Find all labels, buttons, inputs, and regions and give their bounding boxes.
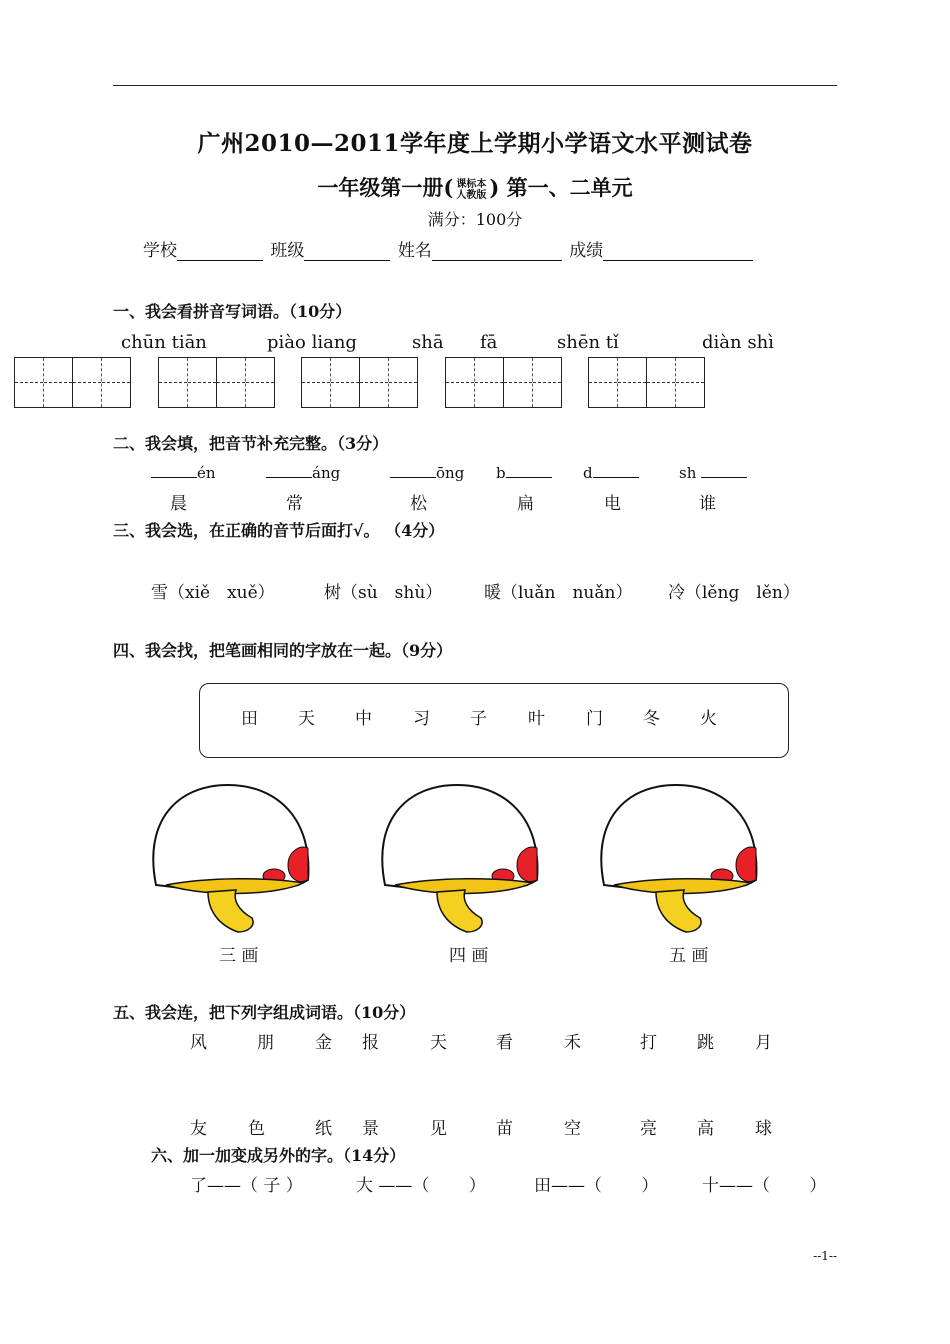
box-char: 田 <box>241 709 258 729</box>
match-bottom-word[interactable]: 友 <box>190 1119 207 1139</box>
pinyin-6: diàn shì <box>702 332 774 353</box>
match-top-word[interactable]: 朋 <box>257 1033 274 1053</box>
syllable-blank[interactable] <box>506 463 552 478</box>
q5-title: 五、我会连，把下列字组成词语。（10分） <box>113 1003 416 1022</box>
syllable-5 <box>583 463 639 482</box>
syllable-blank[interactable] <box>151 463 197 478</box>
mushroom-label-3: 五 画 <box>669 946 709 966</box>
syllable-3 <box>390 463 464 482</box>
match-top-word[interactable]: 天 <box>430 1033 447 1053</box>
match-top-word[interactable]: 报 <box>362 1033 379 1053</box>
mushroom-label-1: 三 画 <box>219 946 259 966</box>
char-1: 晨 <box>170 494 187 514</box>
q6-title: 六、加一加变成另外的字。（14分） <box>151 1146 406 1165</box>
match-bottom-word[interactable]: 苗 <box>496 1119 513 1139</box>
syllable-final: áng <box>312 464 341 482</box>
box-char: 习 <box>413 709 430 729</box>
match-bottom-word[interactable]: 色 <box>248 1119 265 1139</box>
page-subtitle <box>0 172 950 202</box>
syllable-2 <box>266 463 340 482</box>
mushroom-four-strokes <box>377 780 547 940</box>
syllable-blank[interactable] <box>593 463 639 478</box>
syllable-1 <box>151 463 216 482</box>
school-label: 学校 <box>143 241 177 261</box>
syllable-initial: sh <box>679 464 702 482</box>
page-title: 广州2010—2011学年度上学期小学语文水平测试卷 <box>197 130 753 157</box>
syllable-initial: d <box>583 464 593 482</box>
full-score: 满分：100分 <box>427 210 523 229</box>
pinyin-5: shēn tǐ <box>557 332 619 353</box>
pinyin-3: shā <box>412 332 444 353</box>
box-char: 火 <box>700 709 717 729</box>
syllable-final: én <box>197 464 216 482</box>
char-2: 常 <box>286 494 303 514</box>
match-top-word[interactable]: 看 <box>496 1033 513 1053</box>
writing-grid-4[interactable] <box>445 357 562 408</box>
name-field[interactable] <box>432 242 562 261</box>
grade-field[interactable] <box>603 242 753 261</box>
q4-title: 四、我会找，把笔画相同的字放在一起。（9分） <box>113 641 453 660</box>
mushroom-label-2: 四 画 <box>449 946 489 966</box>
char-6: 谁 <box>699 494 716 514</box>
mushroom-five-strokes <box>596 780 766 940</box>
syllable-blank[interactable] <box>266 463 312 478</box>
match-top-word[interactable]: 月 <box>755 1033 772 1053</box>
edition-note-top: 课标本 <box>456 178 487 190</box>
edition-note <box>456 179 486 201</box>
box-char: 子 <box>470 709 487 729</box>
top-rule <box>113 85 837 86</box>
student-info <box>143 236 755 261</box>
match-top-word[interactable]: 金 <box>315 1033 332 1053</box>
edition-note-bottom: 人教版 <box>456 189 487 201</box>
choice-4[interactable]: 冷（lěng lěn） <box>668 583 800 603</box>
writing-grid-2[interactable] <box>158 357 275 408</box>
choice-1[interactable]: 雪（xiě xuě） <box>151 583 275 603</box>
match-top-word[interactable]: 跳 <box>697 1033 714 1053</box>
match-bottom-word[interactable]: 亮 <box>640 1119 657 1139</box>
match-top-word[interactable]: 打 <box>640 1033 657 1053</box>
char-3: 松 <box>410 494 427 514</box>
q3-title: 三、我会选，在正确的音节后面打√。 （4分） <box>113 521 445 540</box>
class-label: 班级 <box>270 241 305 261</box>
box-char: 天 <box>298 709 315 729</box>
box-char: 叶 <box>528 709 545 729</box>
q1-title: 一、我会看拼音写词语。（10分） <box>113 302 352 321</box>
subtitle-right: ) 第一、二单元 <box>489 175 633 200</box>
syllable-blank[interactable] <box>701 463 747 478</box>
match-top-word[interactable]: 风 <box>190 1033 207 1053</box>
pinyin-1: chūn tiān <box>121 332 207 353</box>
pinyin-2: piào liang <box>267 332 357 353</box>
add-item-3[interactable]: 田——（ ） <box>534 1176 659 1196</box>
grade-label: 成绩 <box>569 241 604 261</box>
match-bottom-word[interactable]: 空 <box>564 1119 581 1139</box>
add-item-1[interactable]: 了——（ 子 ） <box>190 1176 303 1196</box>
box-char: 门 <box>586 709 603 729</box>
add-item-4[interactable]: 十——（ ） <box>702 1176 827 1196</box>
writing-grid-1[interactable] <box>14 357 131 408</box>
add-item-2[interactable]: 大 ——（ ） <box>356 1176 486 1196</box>
page-number: --1-- <box>813 1249 837 1263</box>
writing-grid-5[interactable] <box>588 357 705 408</box>
choice-3[interactable]: 暖（luǎn nuǎn） <box>484 583 633 603</box>
character-box <box>199 683 789 758</box>
match-top-word[interactable]: 禾 <box>564 1033 581 1053</box>
match-bottom-word[interactable]: 见 <box>430 1119 447 1139</box>
syllable-blank[interactable] <box>390 463 436 478</box>
subtitle-left: 一年级第一册( <box>317 175 454 200</box>
school-field[interactable] <box>177 242 263 261</box>
match-bottom-word[interactable]: 纸 <box>315 1119 332 1139</box>
writing-grid-3[interactable] <box>301 357 418 408</box>
q2-title: 二、我会填，把音节补充完整。（3分） <box>113 434 389 453</box>
match-bottom-word[interactable]: 景 <box>362 1119 379 1139</box>
box-char: 冬 <box>643 709 660 729</box>
syllable-4 <box>496 463 552 482</box>
match-bottom-word[interactable]: 球 <box>755 1119 772 1139</box>
char-5: 电 <box>604 494 621 514</box>
syllable-6 <box>679 463 747 482</box>
name-label: 姓名 <box>397 241 432 261</box>
mushroom-three-strokes <box>148 780 318 940</box>
match-bottom-word[interactable]: 高 <box>697 1119 714 1139</box>
box-char: 中 <box>355 709 372 729</box>
class-field[interactable] <box>304 242 390 261</box>
choice-2[interactable]: 树（sù shù） <box>324 583 443 603</box>
pinyin-4: fā <box>480 332 498 353</box>
syllable-final: ōng <box>436 464 465 482</box>
syllable-initial: b <box>496 464 506 482</box>
char-4: 扁 <box>517 494 534 514</box>
